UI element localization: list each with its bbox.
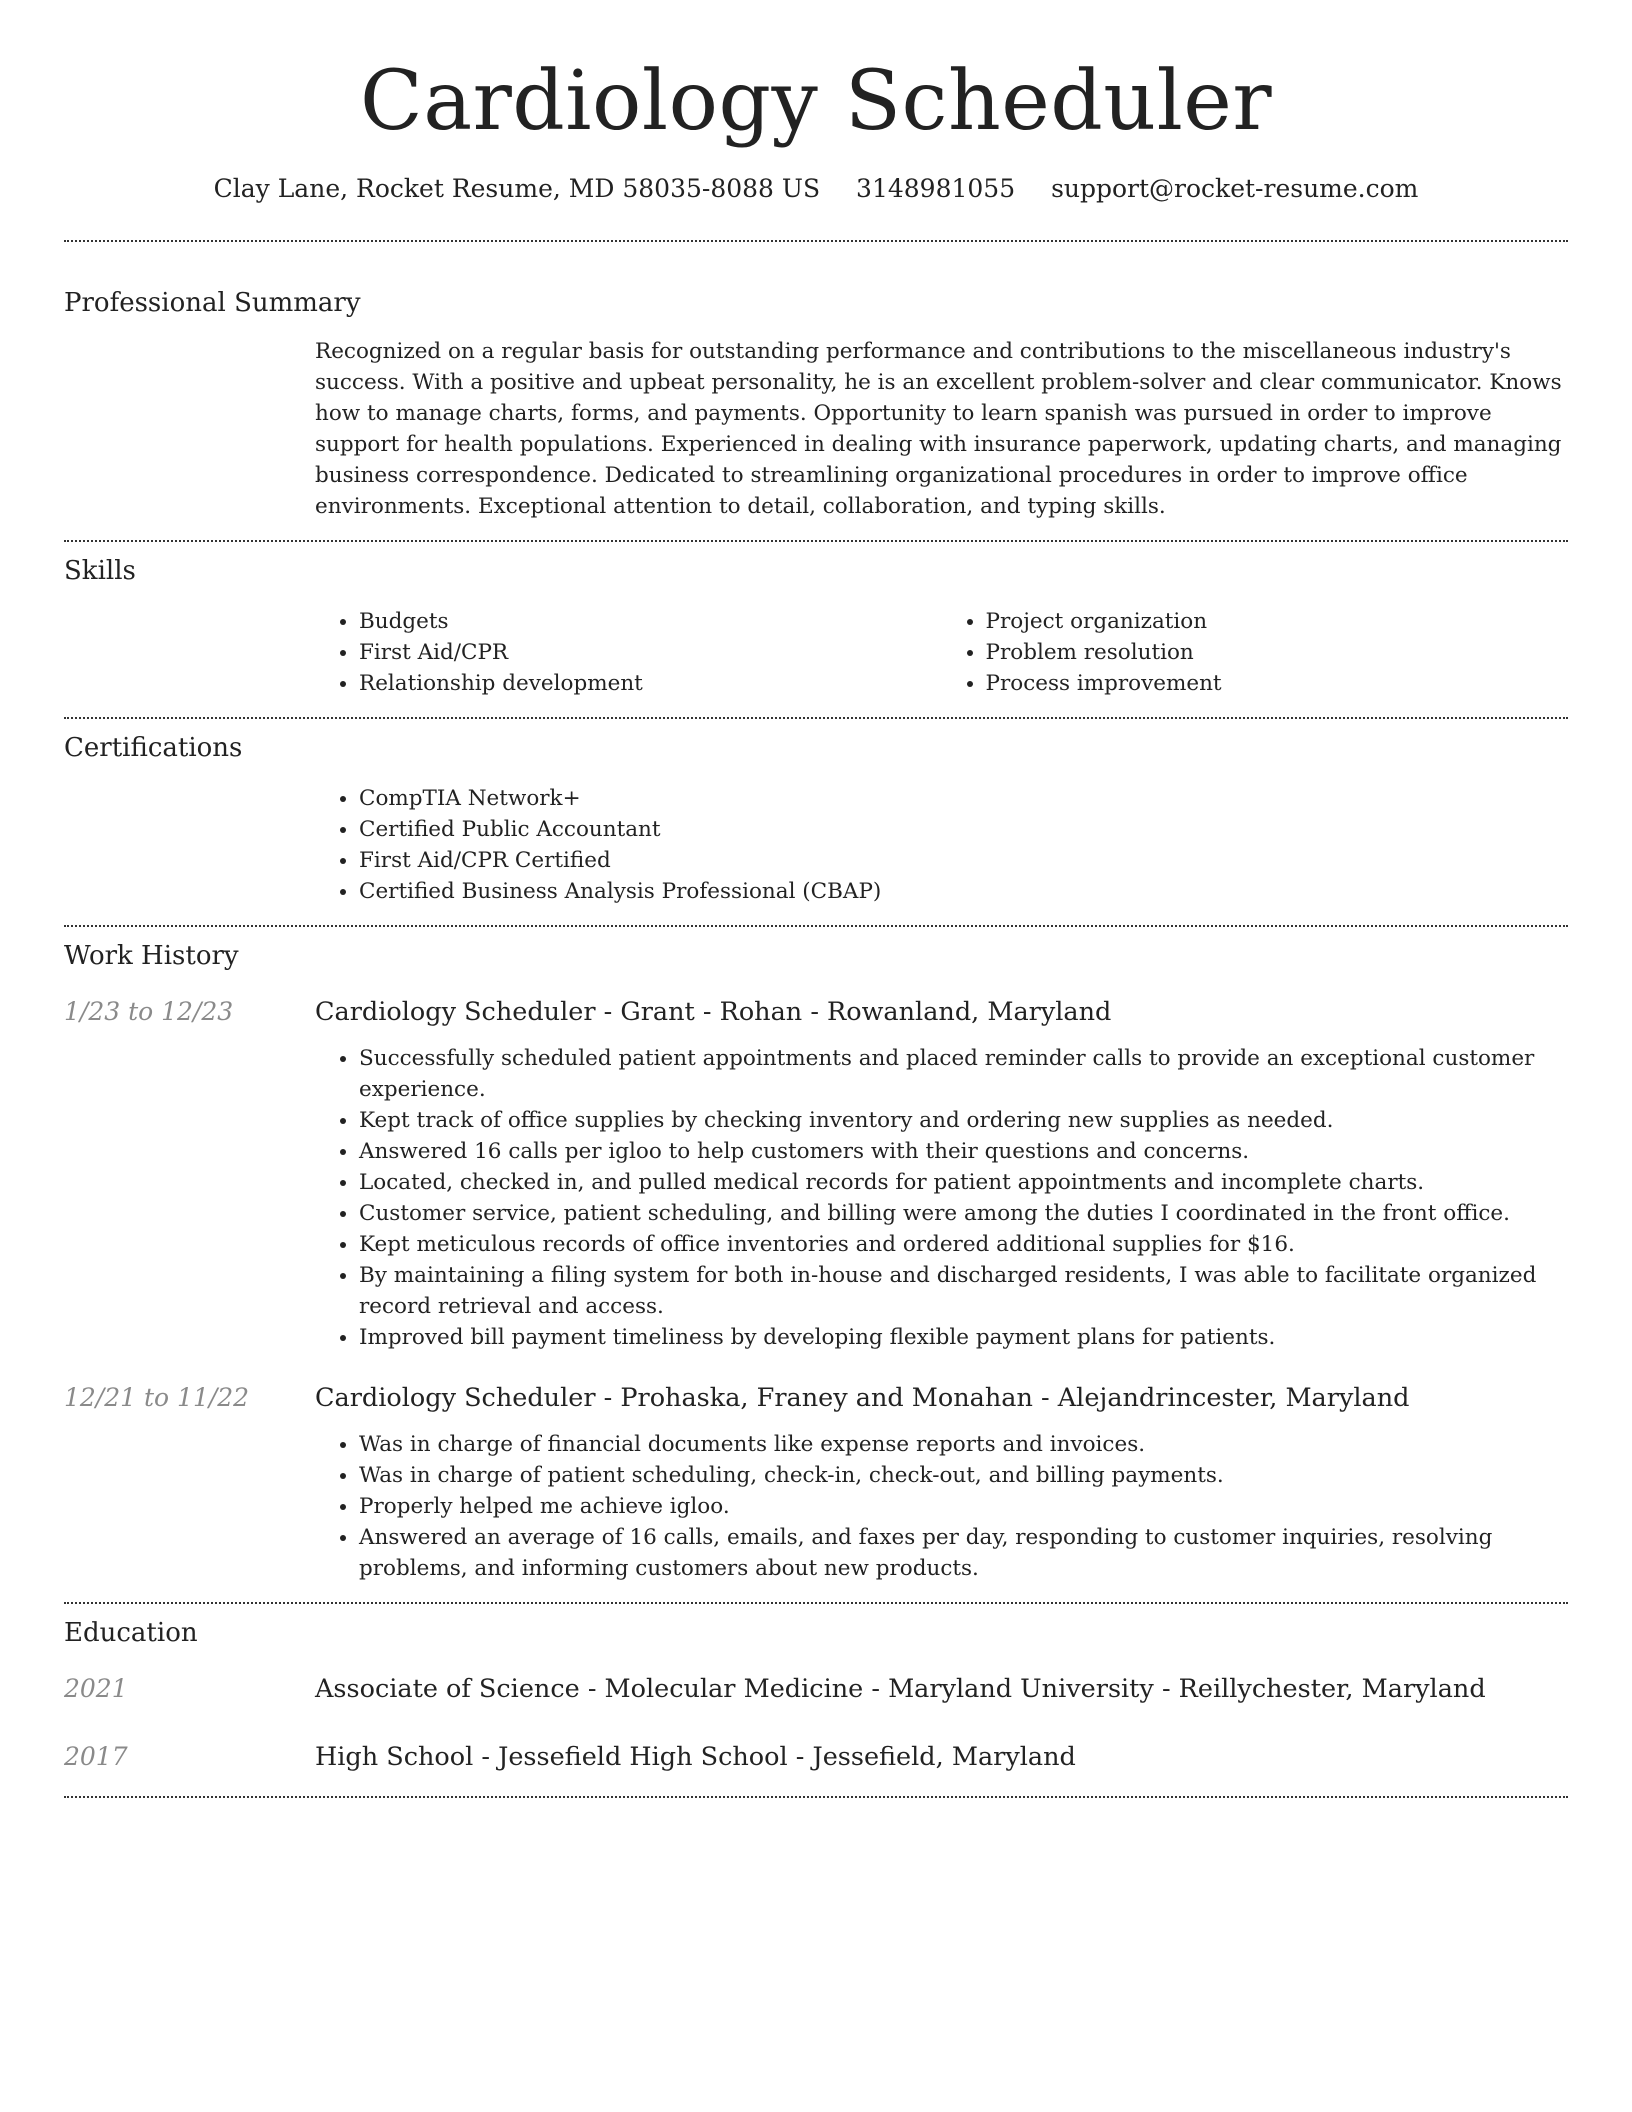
certification-item: • Certified Public Accountant (359, 814, 1568, 845)
work-bullet: • Answered an average of 16 calls, emails, and faxes per day, responding to customer inquiries, resolving problems, and informing customers about new products. (359, 1522, 1568, 1584)
work-entry-bullets (315, 1429, 1568, 1584)
work-bullet: • Answered 16 calls per igloo to help customers with their questions and concerns. (359, 1136, 1568, 1167)
skill-item: • First Aid/CPR (359, 637, 942, 668)
contact-line (64, 172, 1568, 206)
work-bullet: • Was in charge of patient scheduling, check-in, check-out, and billing payments. (359, 1460, 1568, 1491)
contact-phone: 3148981055 (856, 174, 1016, 203)
work-entry-date: 1/23 to 12/23 (64, 997, 234, 1026)
skill-item: • Budgets (359, 606, 942, 637)
work-bullet: • Properly helped me achieve igloo. (359, 1491, 1568, 1522)
work-entry-details (315, 1429, 1568, 1584)
contact-email: support@rocket-resume.com (1051, 174, 1419, 203)
work-bullet: • Customer service, patient scheduling, and billing were among the duties I coordinated in the front office. (359, 1198, 1568, 1229)
work-bullet: • Located, checked in, and pulled medical records for patient appointments and incomplete charts. (359, 1167, 1568, 1198)
work-bullet: • Kept track of office supplies by checking inventory and ordering new supplies as needed. (359, 1105, 1568, 1136)
skills-list-left (315, 606, 942, 699)
education-entry-title: High School - Jessefield High School - Jessefield, Maryland (315, 1742, 1076, 1772)
work-entry-date: 12/21 to 11/22 (64, 1383, 250, 1412)
certifications-heading: Certifications (64, 733, 243, 763)
skills-heading: Skills (64, 556, 136, 586)
education-entry (64, 1740, 1568, 1774)
summary-text: Recognized on a regular basis for outstanding performance and contributions to the miscellaneous industry's success. With a positive and upbeat personality, he is an excellent problem-solver and clear communicator. Knows how to manage charts, forms, and payments. Opportunity to learn spanish was pursued in order to improve support for health populations. Experienced in dealing with insurance paperwork, updating charts, and managing business correspondence. Dedicated to streamlining organizational procedures in order to improve office environments. Exceptional attention to detail, collaboration, and typing skills. (315, 339, 1562, 519)
work-bullet: • By maintaining a filing system for both in-house and discharged residents, I was able to facilitate organized record retrieval and access. (359, 1260, 1568, 1322)
resume-page (64, 0, 1568, 1798)
summary-content (315, 336, 1568, 522)
education-entry-date: 2021 (64, 1674, 128, 1703)
certification-item: • Certified Business Analysis Professional (CBAP) (359, 876, 1568, 907)
skill-item: • Process improvement (986, 668, 1569, 699)
education-entry-title: Associate of Science - Molecular Medicine - Maryland University - Reillychester, Maryland (315, 1674, 1486, 1704)
work-bullet: • Improved bill payment timeliness by developing flexible payment plans for patients. (359, 1322, 1568, 1353)
certifications-section (64, 719, 1568, 907)
education-entry (64, 1672, 1568, 1706)
certification-item: • CompTIA Network+ (359, 783, 1568, 814)
work-history-section (64, 927, 1568, 1584)
skill-item: • Problem resolution (986, 637, 1569, 668)
work-entry (64, 1381, 1568, 1415)
certification-item: • First Aid/CPR Certified (359, 845, 1568, 876)
work-entry-details (315, 1043, 1568, 1353)
certifications-list (315, 783, 1568, 907)
work-history-heading: Work History (64, 941, 239, 971)
summary-section (64, 242, 1568, 522)
resume-name: Cardiology Scheduler (359, 54, 1273, 149)
summary-heading: Professional Summary (64, 288, 361, 318)
work-bullet: • Successfully scheduled patient appointments and placed reminder calls to provide an exceptional customer experience. (359, 1043, 1568, 1105)
skills-section (64, 542, 1568, 699)
work-entry-bullets (315, 1043, 1568, 1353)
skill-item: • Relationship development (359, 668, 942, 699)
work-entry (64, 995, 1568, 1029)
education-heading: Education (64, 1618, 198, 1648)
skills-list-right (942, 606, 1569, 699)
skills-content (315, 606, 1568, 699)
skill-item: • Project organization (986, 606, 1569, 637)
contact-address: Clay Lane, Rocket Resume, MD 58035-8088 US (213, 174, 821, 203)
work-entry-title: Cardiology Scheduler - Prohaska, Franey and Monahan - Alejandrincester, Maryland (315, 1383, 1410, 1413)
education-section (64, 1604, 1568, 1774)
certifications-content (315, 783, 1568, 907)
education-entry-date: 2017 (64, 1742, 128, 1771)
section-divider (64, 1796, 1568, 1798)
work-entry-title: Cardiology Scheduler - Grant - Rohan - Rowanland, Maryland (315, 997, 1112, 1027)
work-bullet: • Kept meticulous records of office inventories and ordered additional supplies for $16. (359, 1229, 1568, 1260)
work-bullet: • Was in charge of financial documents like expense reports and invoices. (359, 1429, 1568, 1460)
